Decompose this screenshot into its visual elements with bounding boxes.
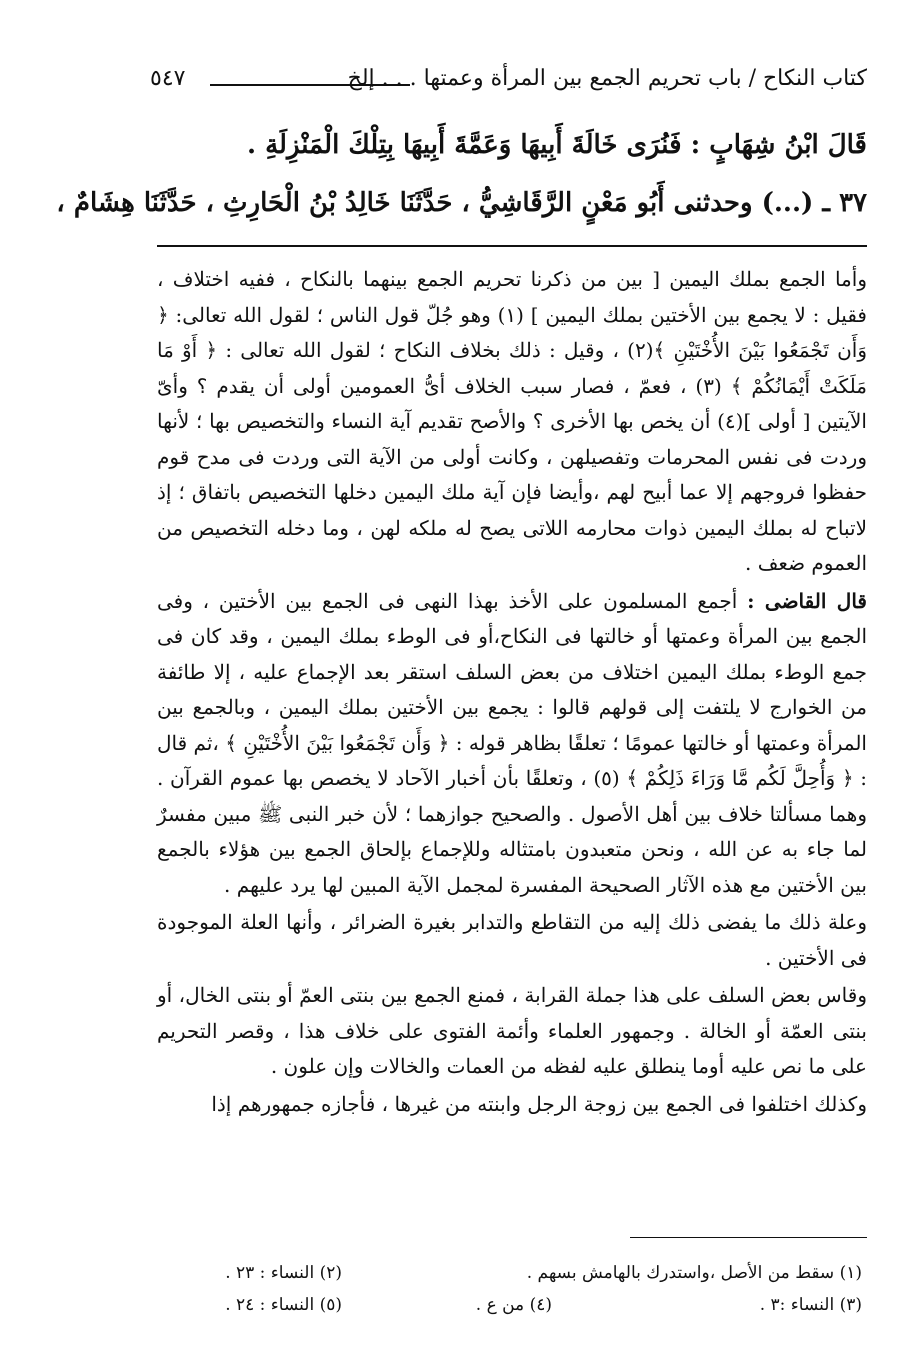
commentary-paragraph-3: وعلة ذلك ما يفضى ذلك إليه من التقاطع والتدابر بغيرة الضرائر ، وأنها العلة الموجودة فى الأختين . <box>157 910 867 970</box>
section-divider <box>157 245 867 247</box>
running-header <box>150 62 867 102</box>
header-title: كتاب النكاح / باب تحريم الجمع بين المرأة وعمتها . . . إلخ <box>347 66 867 91</box>
commentary-paragraph-4: وقاس بعض السلف على هذا جملة القرابة ، فمنع الجمع بين بنتى العمّ أو بنتى الخال، أو بنتى العمّة أو الخالة . وجمهور العلماء وأئمة الفتوى على خلاف هذا ، وقصر التحريم على ما نص عليه أوما ينطلق عليه لفظه من العمات والخالات وإن علون . <box>157 983 867 1078</box>
hadith-text-line-1: قَالَ ابْنُ شِهَابٍ : فَنُرَى خَالَةَ أَبِيهَا وَعَمَّةَ أَبِيهَا بِتِلْكَ الْمَنْزِلَةِ . <box>246 130 867 160</box>
commentary-paragraph-2-text: أجمع المسلمون على الأخذ بهذا النهى فى الجمع بين الأختين ، وفى الجمع بين المرأة وعمتها أو خالتها فى النكاح،أو فى الوطء بملك اليمين ، وقد كان فى جمع الوطء بملك اليمين اختلاف من بعض السلف استقر بعد الإجماع عليه ، إلا طائفة من الخوارج لا يلتفت إلى قولهم قالوا : يجمع بين الأختين بملك اليمين ، وبالجمع بين المرأة وعمتها أو خالتها عمومًا ؛ تعلقًا بظاهر قوله : ﴿ وَأَن تَجْمَعُوا بَيْنَ الأُخْتَيْنِ ﴾ ،ثم قال : ﴿ وَأُحِلَّ لَكُم مَّا وَرَاءَ ذَلِكُمْ ﴾ (٥) ، وتعلقًا بأن أخبار الآحاد لا يخصص بها عموم القرآن . وهما مسألتا خلاف بين أهل الأصول . والصحيح جوازهما ؛ لأن خبر النبى ﷺ مبين مفسرٌ لما جاء به عن الله ، ونحن متعبدون بامتثاله وللإجماع بإلحاق الجمع بين هؤلاء بالجمع بين الأختين مع هذه الآثار الصحيحة المفسرة لمجمل الآية المبين لها يرد عليهم . <box>157 588 868 897</box>
footnote-1: (١) سقط من الأصل ،واستدرك بالهامش بسهم . <box>526 1263 862 1283</box>
commentary-paragraph-5: وكذلك اختلفوا فى الجمع بين زوجة الرجل وابنته من غيرها ، فأجازه جمهورهم إذا <box>211 1091 867 1116</box>
page-number: ٥٤٧ <box>150 66 186 91</box>
hadith-text-line-2: ٣٧ ـ (...) وحدثنى أَبُو مَعْنٍ الرَّقَاشِيُّ ، حَدَّثَنَا خَالِدُ بْنُ الْحَارِثِ ، حَدَّثَنَا هِشَامٌ ، <box>56 188 867 218</box>
header-rule <box>210 84 410 86</box>
footnote-5: (٥) النساء : ٢٤ . <box>225 1295 342 1315</box>
commentary-body <box>157 262 867 1124</box>
commentary-paragraph-1: وأما الجمع بملك اليمين [ بين من ذكرنا تحريم الجمع بينهما بالنكاح ، ففيه اختلاف ، فقيل : لا يجمع بين الأختين بملك اليمين ] (١) وهو جُلّ قول الناس ؛ لقول الله تعالى: ﴿ وَأَن تَجْمَعُوا بَيْنَ الأُخْتَيْنِ ﴾(٢) ، وقيل : ذلك بخلاف النكاح ؛ لقول الله تعالى : ﴿ أَوْ مَا مَلَكَتْ أَيْمَانُكُمْ ﴾ (٣) ، فعمّ ، فصار سبب الخلاف أىُّ العمومين أولى أن يقدم ؟ وأىّ الآيتين [ أولى ](٤) أن يخص بها الأخرى ؟ والأصح تقديم آية النساء والتخصيص بها ؛ لأنها وردت فى نفس المحرمات وتفصيلهن ، وكانت أولى من الآية التى وردت فى مدح قوم حفظوا فروجهم إلا عما أبيح لهم ،وأيضا فإن آية ملك اليمين دخلها التخصيص باتفاق ؛ إذ لاتباح له بملك اليمين ذوات محارمه اللاتى يصح له ملكه لهن ، وما دخله التخصيص من العموم ضعف . <box>157 267 868 575</box>
footnote-4: (٤) من ع . <box>475 1295 552 1315</box>
commentary-paragraph-2 <box>157 584 867 904</box>
footnote-rule <box>630 1237 867 1238</box>
qadi-lead-in: قال القاضى : <box>747 588 867 613</box>
footnote-2: (٢) النساء : ٢٣ . <box>225 1263 342 1283</box>
footnote-3: (٣) النساء :٣ . <box>759 1295 862 1315</box>
